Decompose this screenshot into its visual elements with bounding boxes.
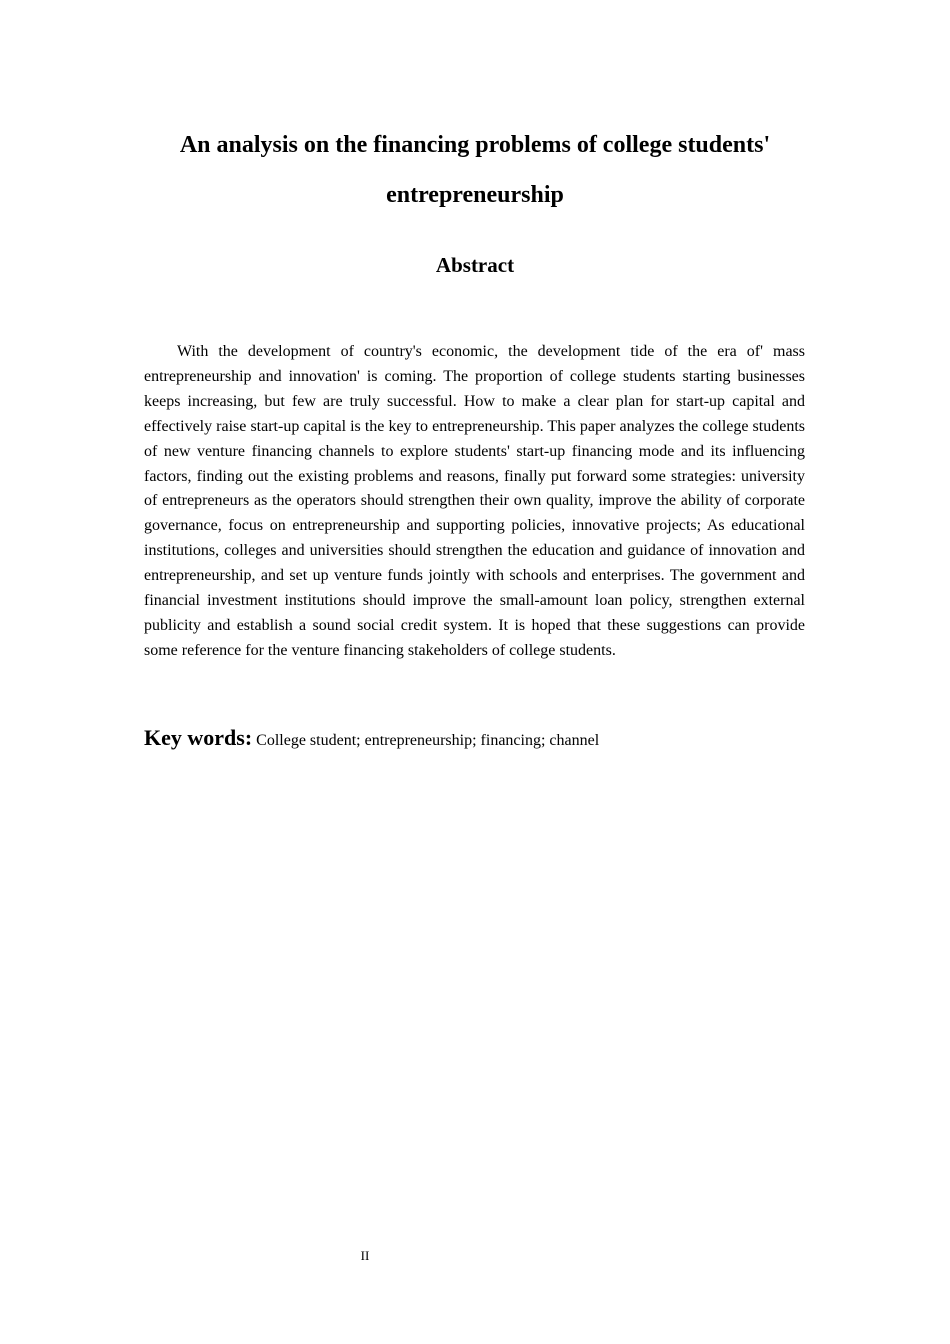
abstract-heading: Abstract [435,253,515,277]
page-number: II [360,1248,370,1263]
keywords-value: College student; entrepreneurship; financing; channel [256,732,600,749]
document-title: An analysis on the financing problems of college students' entrepreneurship [179,132,771,208]
keywords-label: Key words: [144,725,253,750]
abstract-body: With the development of country's economic, the development tide of the era of' mass entrepreneurship and innovation' is coming. The proportion of college students starting businesses keeps increasing, but few are truly successful. How to make a clear plan for start-up capital and effectively raise start-up capital is the key to entrepreneurship. This paper analyzes the college students of new venture financing channels to explore students' start-up financing mode and its influencing factors, finding out the existing problems and reasons, finally put forward some strategies: university of entrepreneurs as the operators should strengthen their own quality, improve the ability of corporate governance, focus on entrepreneurship and supporting policies, innovative projects; As educational institutions, colleges and universities should strengthen the education and guidance of innovation and entrepreneurship, and set up venture funds jointly with schools and enterprises. The government and financial investment institutions should improve the small-amount loan policy, strengthen external publicity and establish a sound social credit system. It is hoped that these suggestions can provide some reference for the venture financing stakeholders of college students. [144,343,805,659]
keywords-line [144,722,805,757]
